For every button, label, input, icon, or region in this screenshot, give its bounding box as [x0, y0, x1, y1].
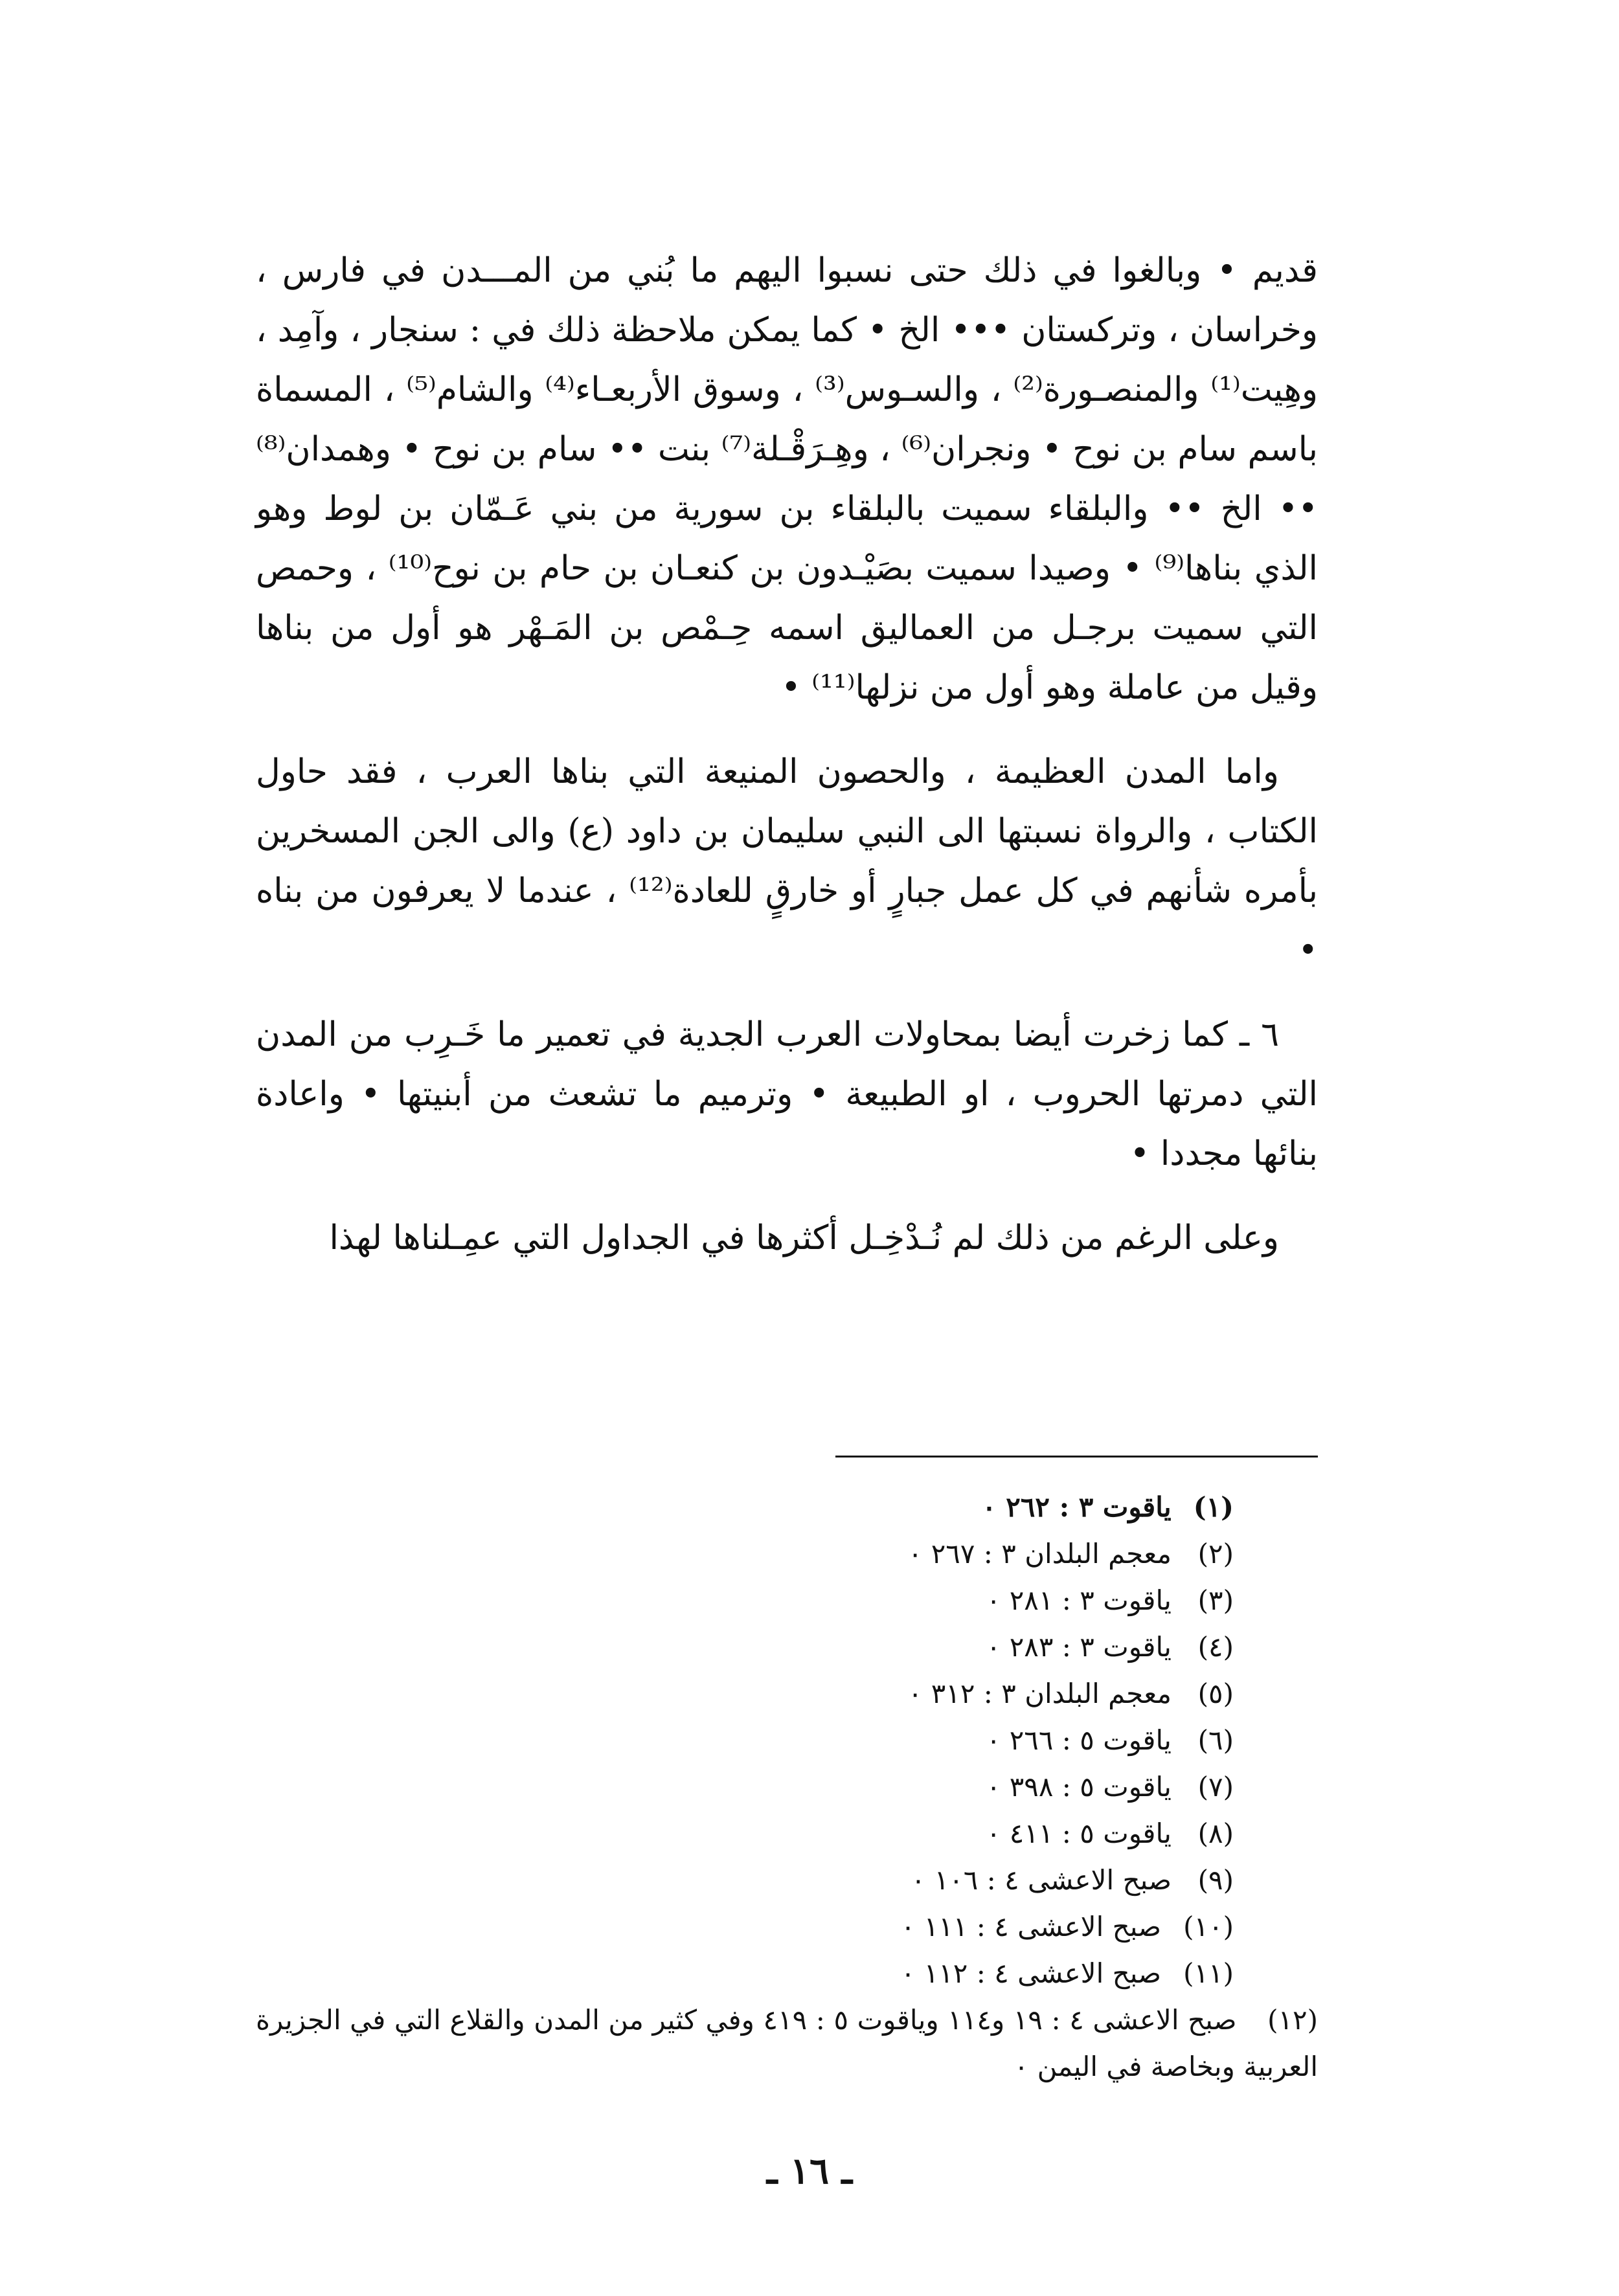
main-text — [256, 241, 1318, 1292]
footnote-4 — [256, 1624, 1234, 1671]
footnote-number: (١١) — [1183, 1957, 1234, 1989]
footnotes — [256, 1484, 1319, 2090]
paragraph-4: وعلى الرغم من ذلك لم نُـدْخِـل أكثرها في الجداول التي عمِـلناها لهذا — [329, 1219, 1279, 1257]
footnote-number: (٧) — [1197, 1771, 1234, 1803]
footnote-text: صبح الاعشى ٤ : ١٠٦ ٠ — [911, 1864, 1172, 1896]
footnote-number: (٢) — [1197, 1538, 1234, 1570]
footnote-text: صبح الاعشى ٤ : ١١١ ٠ — [900, 1911, 1162, 1942]
footnote-text: ياقوت ٥ : ٣٩٨ ٠ — [986, 1771, 1172, 1803]
footnote-number: (٨) — [1197, 1818, 1234, 1849]
footnote-text: ياقوت ٥ : ٤١١ ٠ — [986, 1818, 1172, 1849]
footnote-text: صبح الاعشى ٤ : ١١٢ ٠ — [900, 1957, 1162, 1989]
footnote-6 — [256, 1717, 1234, 1764]
footnote-5 — [256, 1671, 1234, 1717]
footnote-text: معجم البلدان ٣ : ٣١٢ ٠ — [907, 1678, 1172, 1709]
footnote-text: معجم البلدان ٣ : ٢٦٧ ٠ — [907, 1538, 1172, 1570]
footnote-12 — [256, 1997, 1318, 2090]
footnote-7 — [256, 1764, 1234, 1810]
footnote-text: صبح الاعشى ٤ : ١٩ و١١٤ وياقوت ٥ : ٤١٩ وفي كثير من المدن والقلاع التي في الجزيرة العربية وبخاصة في اليمن ٠ — [256, 2004, 1318, 2082]
footnote-11 — [256, 1950, 1234, 1997]
footnote-text: ياقوت ٣ : ٢٦٢ ٠ — [982, 1491, 1172, 1523]
footnote-number: (٩) — [1197, 1864, 1234, 1896]
paragraph-1: قديم • وبالغوا في ذلك حتى نسبوا اليهم ما بُني من المـــدن في فارس ، وخراسان ، وتركستان ••• الخ • كما يمكن ملاحظة ذلك في : سنجار ، وآمِد ، وهِيت⁽¹⁾ والمنصـورة⁽²⁾ ، والسـوس⁽³⁾ ، وسوق الأربعـاء⁽⁴⁾ والشام⁽⁵⁾ ، المسماة باسم سام بن نوح • ونجران⁽⁶⁾ ، وهِـرَقْـلة⁽⁷⁾ بنت •• سام بن نوح • وهمدان⁽⁸⁾ •• الخ •• والبلقاء سميت بالبلقاء بن سورية من بني عَـمّان بن لوط وهو الذي بناها⁽⁹⁾ • وصيدا سميت بصَيْـدون بن كنعـان بن حام بن نوح⁽¹⁰⁾ ، وحمص التي سميت برجـل من العماليق اسمه حِـمْص بن المَـهْر هو أول من بناها وقيل من عاملة وهو أول من نزلها⁽¹¹⁾ • — [256, 251, 1319, 707]
paragraph-3: ٦ ـ كما زخرت أيضا بمحاولات العرب الجدية في تعمير ما خَـرِب من المدن التي دمرتها الحروب ، او الطبيعة • وترميم ما تشعث من أبنيتها • واعادة بنائها مجددا • — [256, 1015, 1318, 1173]
footnote-text: ياقوت ٣ : ٢٨٣ ٠ — [986, 1631, 1172, 1663]
footnote-1 — [256, 1484, 1234, 1531]
paragraph-2: واما المدن العظيمة ، والحصون المنيعة التي بناها العرب ، فقد حاول الكتاب ، والرواة نسبتها الى النبي سليمان بن داود (ع) والى الجن المسخرين بأمره شأنهم في كل عمل جبارٍ أو خارقٍ للعادة⁽¹²⁾ ، عندما لا يعرفون من بناه • — [256, 752, 1318, 970]
footnote-number: (٦) — [1197, 1724, 1234, 1756]
footnote-2 — [256, 1531, 1234, 1577]
footnote-text: ياقوت ٥ : ٢٦٦ ٠ — [986, 1724, 1172, 1756]
footnote-number: (٥) — [1197, 1678, 1234, 1709]
footnote-8 — [256, 1810, 1234, 1857]
footnote-separator — [835, 1456, 1318, 1458]
footnote-number: (٣) — [1197, 1584, 1234, 1616]
footnote-3 — [256, 1577, 1234, 1624]
footnote-9 — [256, 1857, 1234, 1904]
footnote-10 — [256, 1904, 1234, 1950]
footnote-number: (١٢) — [1267, 2004, 1319, 2036]
footnote-number: (١٠) — [1183, 1911, 1234, 1942]
footnote-number: (٤) — [1197, 1631, 1234, 1663]
footnote-number: (١) — [1193, 1491, 1234, 1523]
footnote-text: ياقوت ٣ : ٢٨١ ٠ — [986, 1584, 1172, 1616]
page-number: ـ ١٦ ـ — [767, 2150, 852, 2192]
